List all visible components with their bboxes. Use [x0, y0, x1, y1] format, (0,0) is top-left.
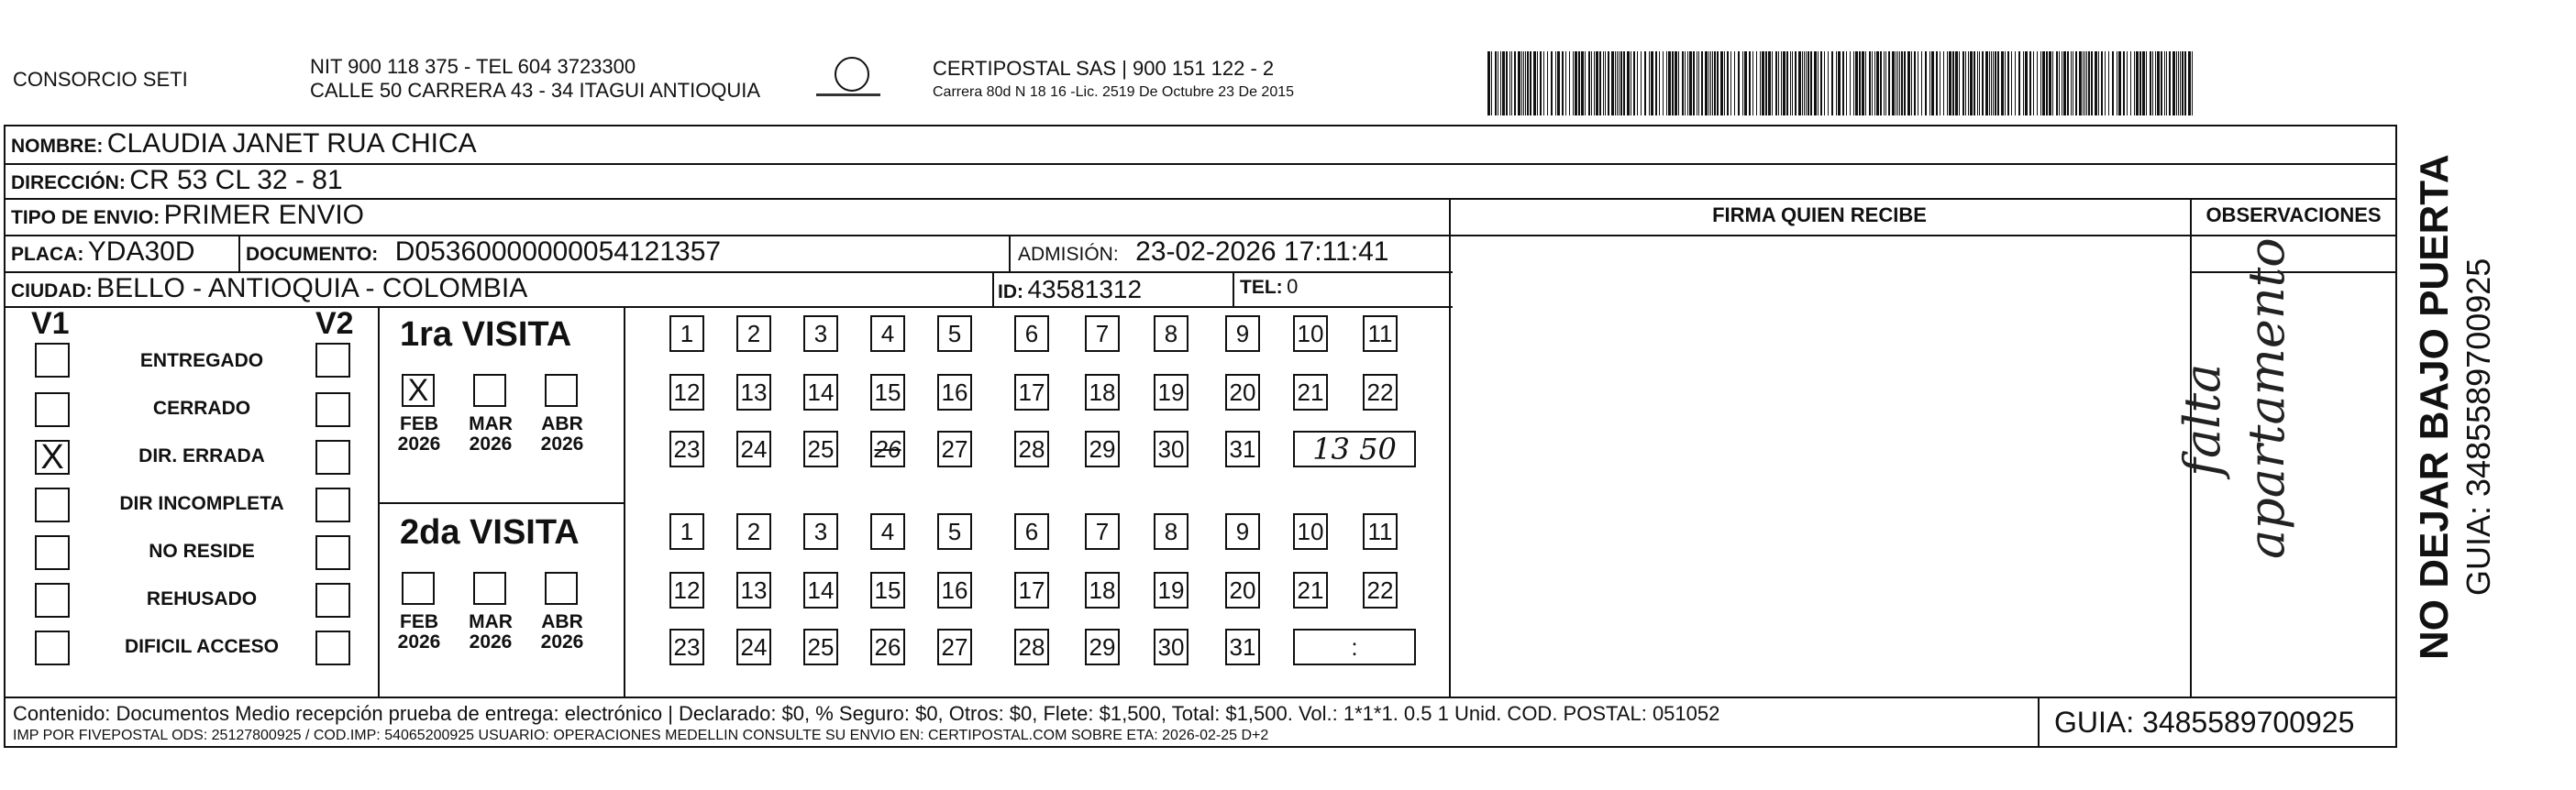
month-label: [387, 612, 451, 653]
day-box-29[interactable]: 29: [1085, 629, 1120, 665]
address-line: CALLE 50 CARRERA 43 - 34 ITAGUI ANTIOQUIA: [310, 79, 761, 102]
admision-value: 23-02-2026 17:11:41: [1135, 236, 1389, 267]
direccion-row: [11, 165, 343, 196]
day-box-5[interactable]: 5: [937, 513, 972, 550]
direccion-value: CR 53 CL 32 - 81: [129, 165, 343, 195]
firma-header: FIRMA QUIEN RECIBE: [1712, 203, 1927, 226]
barcode-gap: [2193, 51, 2195, 115]
status-label: DIR INCOMPLETA: [119, 493, 284, 514]
ciudad-cell: [11, 273, 527, 304]
day-box-27[interactable]: 27: [937, 629, 972, 665]
day-box-1[interactable]: 1: [669, 513, 704, 550]
day-box-30[interactable]: 30: [1154, 431, 1188, 467]
day-box-24[interactable]: 24: [736, 629, 771, 665]
side-guia: GUIA: 3485589700925: [2460, 258, 2497, 596]
status-label: NO RESIDE: [149, 541, 255, 562]
day-box-18[interactable]: 18: [1085, 572, 1120, 609]
tel-cell: [1240, 275, 1298, 299]
day-box-2[interactable]: 2: [736, 513, 771, 550]
status-v1-checkbox[interactable]: [35, 440, 70, 475]
day-box-24[interactable]: 24: [736, 431, 771, 467]
id-cell: [998, 275, 1142, 304]
day-box-20[interactable]: 20: [1225, 374, 1260, 411]
day-box-14[interactable]: 14: [803, 572, 838, 609]
month-name: MAR: [469, 413, 513, 434]
month-year: 2026: [540, 631, 584, 653]
second-visit-title: 2da VISITA: [400, 513, 580, 552]
day-box-20[interactable]: 20: [1225, 572, 1260, 609]
status-v1-checkbox[interactable]: [35, 631, 70, 665]
direccion-label: DIRECCIÓN:: [11, 172, 126, 193]
footer-content-line: Contenido: Documentos Medio recepción prueba de entrega: electrónico | Declarado: $0, % Seguro: $0, Otros: $0, Flete: $1,500, Total: $1,500. Vol.: 1*1*1. 0.5 1 Unid. COD. POSTAL: 051052: [13, 702, 1720, 725]
status-v2-checkbox[interactable]: [315, 631, 350, 665]
check-mark-icon: X: [40, 438, 64, 477]
day-box-21[interactable]: 21: [1293, 374, 1328, 411]
day-box-8[interactable]: 8: [1154, 315, 1188, 352]
nit-line: NIT 900 118 375 - TEL 604 3723300: [310, 55, 636, 78]
day-box-15[interactable]: 15: [870, 572, 905, 609]
day-box-11[interactable]: 11: [1363, 513, 1398, 550]
day-box-1[interactable]: 1: [669, 315, 704, 352]
side-warning: NO DEJAR BAJO PUERTA: [2412, 154, 2457, 660]
day-box-4[interactable]: 4: [870, 315, 905, 352]
tel-label: TEL:: [1240, 277, 1283, 298]
documento-label: DOCUMENTO:: [246, 244, 379, 265]
documento-cell: [246, 236, 721, 268]
day-box-18[interactable]: 18: [1085, 374, 1120, 411]
footer-guia: GUIA: 3485589700925: [2054, 706, 2355, 739]
day-box-4[interactable]: 4: [870, 513, 905, 550]
company-name: CONSORCIO SETI: [13, 68, 188, 91]
day-box-22[interactable]: 22: [1363, 374, 1398, 411]
status-v1-checkbox[interactable]: [35, 583, 70, 618]
day-box-8[interactable]: 8: [1154, 513, 1188, 550]
admision-cell: [1018, 236, 1388, 268]
month-name: ABR: [541, 611, 583, 632]
status-label: DIR. ERRADA: [138, 445, 265, 466]
month-year: 2026: [469, 433, 513, 455]
first-visit-title: 1ra VISITA: [400, 315, 572, 354]
month-checkbox[interactable]: [402, 572, 435, 605]
month-checkbox[interactable]: [473, 374, 506, 407]
placa-value: YDA30D: [87, 236, 195, 267]
day-box-6[interactable]: 6: [1014, 513, 1049, 550]
month-name: FEB: [400, 611, 438, 632]
day-box-27[interactable]: 27: [937, 431, 972, 467]
admision-label: ADMISIÓN:: [1018, 244, 1119, 265]
day-box-2[interactable]: 2: [736, 315, 771, 352]
status-v2-checkbox[interactable]: [315, 440, 350, 475]
nombre-value: CLAUDIA JANET RUA CHICA: [106, 128, 477, 159]
day-box-7[interactable]: 7: [1085, 315, 1120, 352]
tipo-envio-row: [11, 200, 364, 231]
day-box-16[interactable]: 16: [937, 374, 972, 411]
day-box-12[interactable]: 12: [669, 572, 704, 609]
status-label: REHUSADO: [146, 588, 258, 609]
check-mark-icon: X: [407, 373, 429, 408]
day-box-26[interactable]: 26: [870, 431, 905, 467]
day-box-19[interactable]: 19: [1154, 374, 1188, 411]
day-box-17[interactable]: 17: [1014, 374, 1049, 411]
tipo-envio-label: TIPO DE ENVIO:: [11, 207, 160, 228]
month-year: 2026: [397, 631, 441, 653]
status-v1-checkbox[interactable]: [35, 392, 70, 427]
id-value: 43581312: [1027, 275, 1143, 303]
day-box-28[interactable]: 28: [1014, 431, 1049, 467]
status-label: DIFICIL ACCESO: [124, 636, 279, 657]
ciudad-value: BELLO - ANTIOQUIA - COLOMBIA: [96, 273, 528, 303]
day-box-23[interactable]: 23: [669, 431, 704, 467]
postal-logo-icon: [835, 57, 869, 92]
status-v2-checkbox[interactable]: [315, 583, 350, 618]
month-label: [530, 414, 594, 455]
month-checkbox[interactable]: [545, 572, 578, 605]
status-label: CERRADO: [152, 398, 251, 419]
day-box-11[interactable]: 11: [1363, 315, 1398, 352]
month-label: [387, 414, 451, 455]
v2-label: V2: [315, 306, 354, 341]
day-box-25[interactable]: 25: [803, 431, 838, 467]
placa-cell: [11, 236, 195, 268]
second-visit-time-box[interactable]: :: [1293, 629, 1416, 665]
day-box-25[interactable]: 25: [803, 629, 838, 665]
day-box-3[interactable]: 3: [803, 315, 838, 352]
status-v1-checkbox[interactable]: [35, 343, 70, 378]
documento-value: D05360000000054121357: [394, 236, 722, 267]
logo-underline: [816, 93, 880, 96]
observaciones-header: OBSERVACIONES: [2206, 203, 2382, 226]
day-box-22[interactable]: 22: [1363, 572, 1398, 609]
status-v1-checkbox[interactable]: [35, 535, 70, 570]
day-box-5[interactable]: 5: [937, 315, 972, 352]
status-label: ENTREGADO: [139, 350, 264, 371]
day-box-7[interactable]: 7: [1085, 513, 1120, 550]
status-v2-checkbox[interactable]: [315, 392, 350, 427]
day-box-9[interactable]: 9: [1225, 513, 1260, 550]
day-box-31[interactable]: 31: [1225, 629, 1260, 665]
first-visit-time-box[interactable]: 13 50: [1293, 431, 1416, 467]
day-box-28[interactable]: 28: [1014, 629, 1049, 665]
id-label: ID:: [998, 281, 1023, 302]
month-label: [459, 612, 523, 653]
day-box-23[interactable]: 23: [669, 629, 704, 665]
month-label: [459, 414, 523, 455]
month-checkbox[interactable]: [402, 374, 435, 407]
month-year: 2026: [397, 433, 441, 455]
day-box-31[interactable]: 31: [1225, 431, 1260, 467]
month-label: [530, 612, 594, 653]
barcode: [1487, 51, 2203, 115]
tel-value: 0: [1287, 275, 1299, 298]
license-line: Carrera 80d N 18 16 -Lic. 2519 De Octubre 23 De 2015: [933, 84, 1295, 100]
day-box-6[interactable]: 6: [1014, 315, 1049, 352]
v1-label: V1: [31, 306, 70, 341]
footer-print-line: IMP POR FIVEPOSTAL ODS: 25127800925 / COD.IMP: 54065200925 USUARIO: OPERACIONES MEDELLIN CONSULTE SU ENVIO EN: CERTIPOSTAL.COM SOBRE ETA: 2026-02-25 D+2: [13, 728, 1269, 743]
day-box-15[interactable]: 15: [870, 374, 905, 411]
month-name: FEB: [400, 413, 438, 434]
day-box-26[interactable]: 26: [870, 629, 905, 665]
observation-handwriting-line2: apartamento: [2238, 237, 2295, 559]
day-box-19[interactable]: 19: [1154, 572, 1188, 609]
day-box-29[interactable]: 29: [1085, 431, 1120, 467]
month-year: 2026: [540, 433, 584, 455]
day-box-13[interactable]: 13: [736, 374, 771, 411]
nombre-row: [11, 128, 477, 159]
month-checkbox[interactable]: [473, 572, 506, 605]
status-v2-checkbox[interactable]: [315, 535, 350, 570]
day-box-17[interactable]: 17: [1014, 572, 1049, 609]
day-box-3[interactable]: 3: [803, 513, 838, 550]
status-v2-checkbox[interactable]: [315, 343, 350, 378]
day-box-10[interactable]: 10: [1293, 315, 1328, 352]
month-name: MAR: [469, 611, 513, 632]
month-name: ABR: [541, 413, 583, 434]
certipostal-line: CERTIPOSTAL SAS | 900 151 122 - 2: [933, 57, 1275, 80]
placa-label: PLACA:: [11, 244, 84, 265]
status-v1-checkbox[interactable]: [35, 488, 70, 522]
day-box-21[interactable]: 21: [1293, 572, 1328, 609]
day-box-12[interactable]: 12: [669, 374, 704, 411]
day-box-13[interactable]: 13: [736, 572, 771, 609]
status-v2-checkbox[interactable]: [315, 488, 350, 522]
month-year: 2026: [469, 631, 513, 653]
ciudad-label: CIUDAD:: [11, 280, 93, 302]
day-box-10[interactable]: 10: [1293, 513, 1328, 550]
nombre-label: NOMBRE:: [11, 136, 104, 157]
observation-handwriting-line1: falta: [2173, 363, 2231, 477]
day-box-9[interactable]: 9: [1225, 315, 1260, 352]
day-box-30[interactable]: 30: [1154, 629, 1188, 665]
month-checkbox[interactable]: [545, 374, 578, 407]
tipo-envio-value: PRIMER ENVIO: [163, 200, 365, 230]
day-box-14[interactable]: 14: [803, 374, 838, 411]
day-box-16[interactable]: 16: [937, 572, 972, 609]
